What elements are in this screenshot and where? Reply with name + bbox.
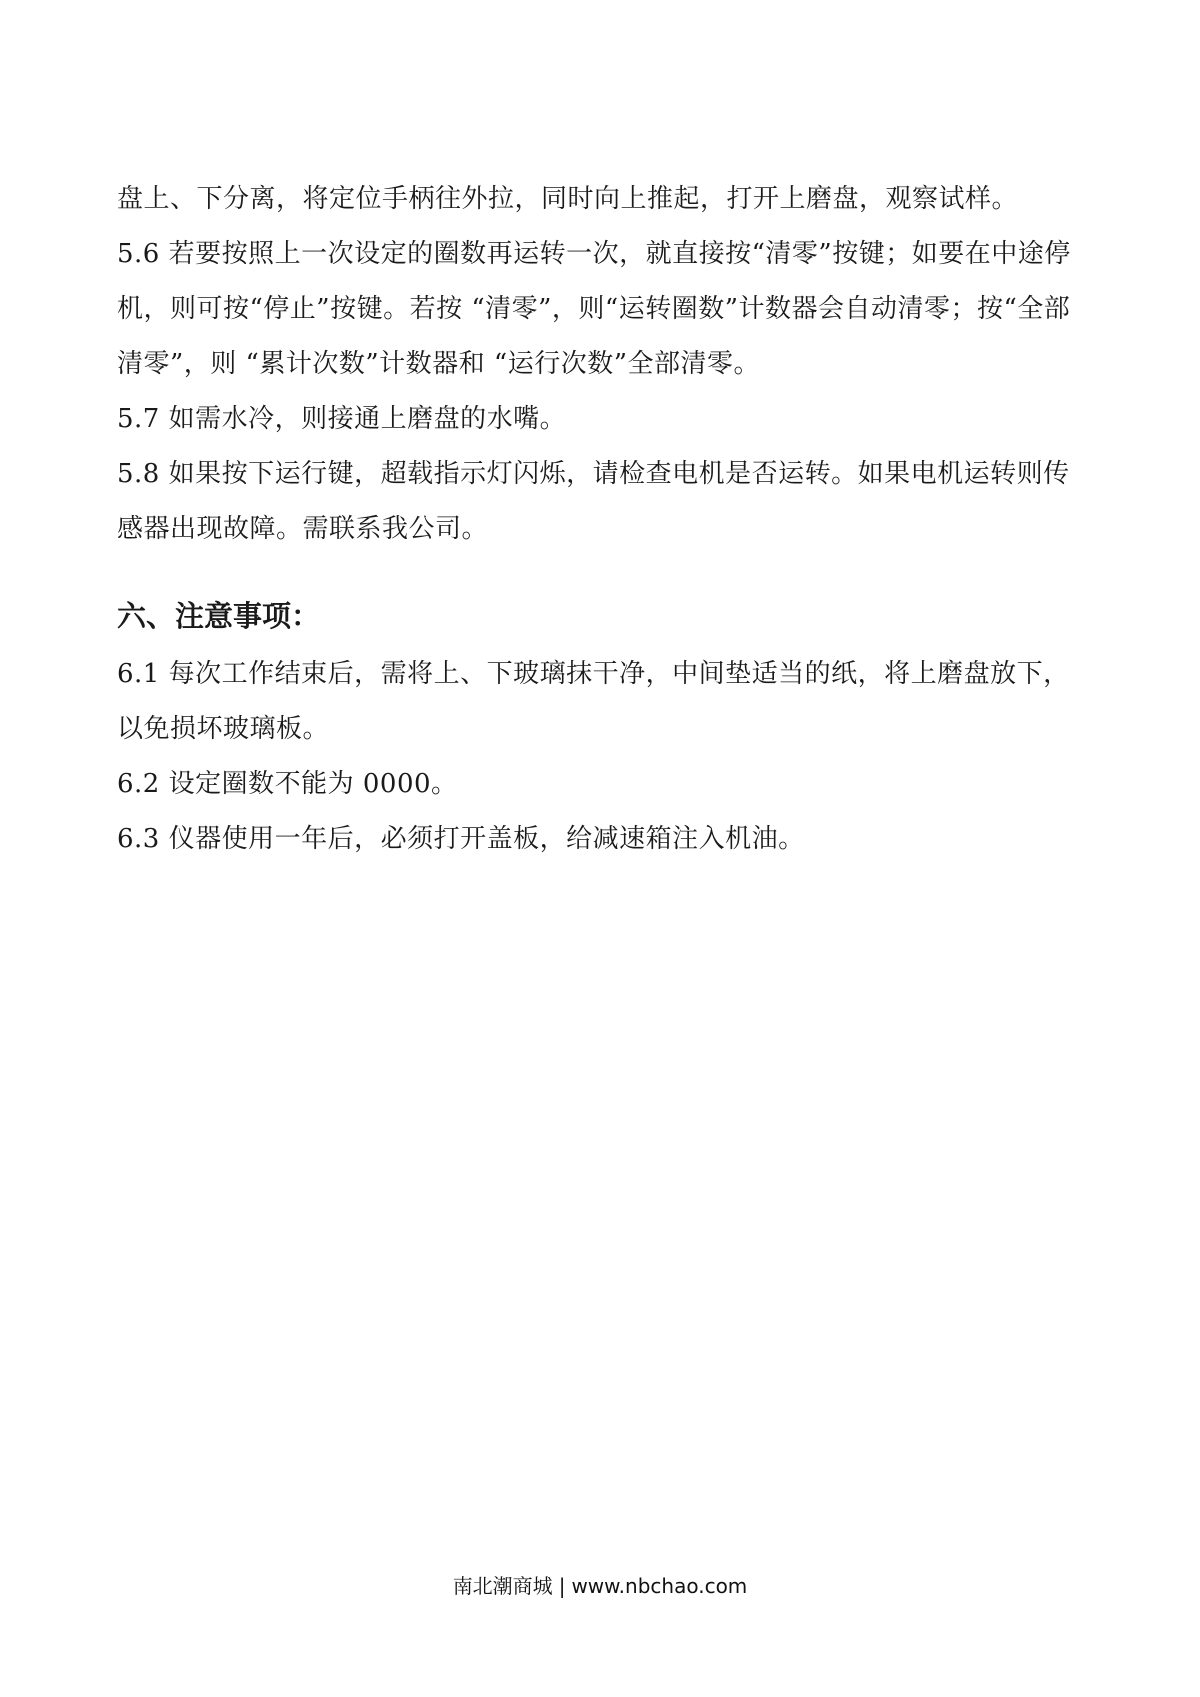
- section-6-heading: 六、注意事项：: [117, 599, 321, 633]
- paragraph-5-8: 5.8 如果按下运行键，超载指示灯闪烁，请检查电机是否运转。如果电机运转则传感器出现故障。需联系我公司。: [117, 459, 1070, 544]
- paragraph-6-3: 6.3 仪器使用一年后，必须打开盖板，给减速箱注入机油。: [117, 824, 805, 854]
- footer-site-name: 南北潮商城: [452, 1574, 553, 1598]
- paragraph-5-7: 5.7 如需水冷，则接通上磨盘的水嘴。: [117, 404, 567, 434]
- paragraph-5-6: 5.6 若要按照上一次设定的圈数再运转一次，就直接按“清零”按键；如要在中途停机，则可按“停止”按键。若按 “清零”，则“运转圈数”计数器会自动清零；按“全部清零”，则 “累计次数”计数器和 “运行次数”全部清零。: [117, 239, 1071, 379]
- footer-url-link[interactable]: www.nbchao.com: [571, 1574, 748, 1598]
- paragraph-6-1: 6.1 每次工作结束后，需将上、下玻璃抹干净，中间垫适当的纸，将上磨盘放下，以免损坏玻璃板。: [117, 659, 1070, 744]
- footer-separator: |: [558, 1574, 566, 1598]
- page-footer: [0, 1570, 1200, 1599]
- paragraph-6-2: 6.2 设定圈数不能为 0000。: [117, 769, 458, 799]
- paragraph-5-5-continued: 盘上、下分离，将定位手柄往外拉，同时向上推起，打开上磨盘，观察试样。: [117, 184, 1019, 214]
- document-body: [117, 172, 1093, 867]
